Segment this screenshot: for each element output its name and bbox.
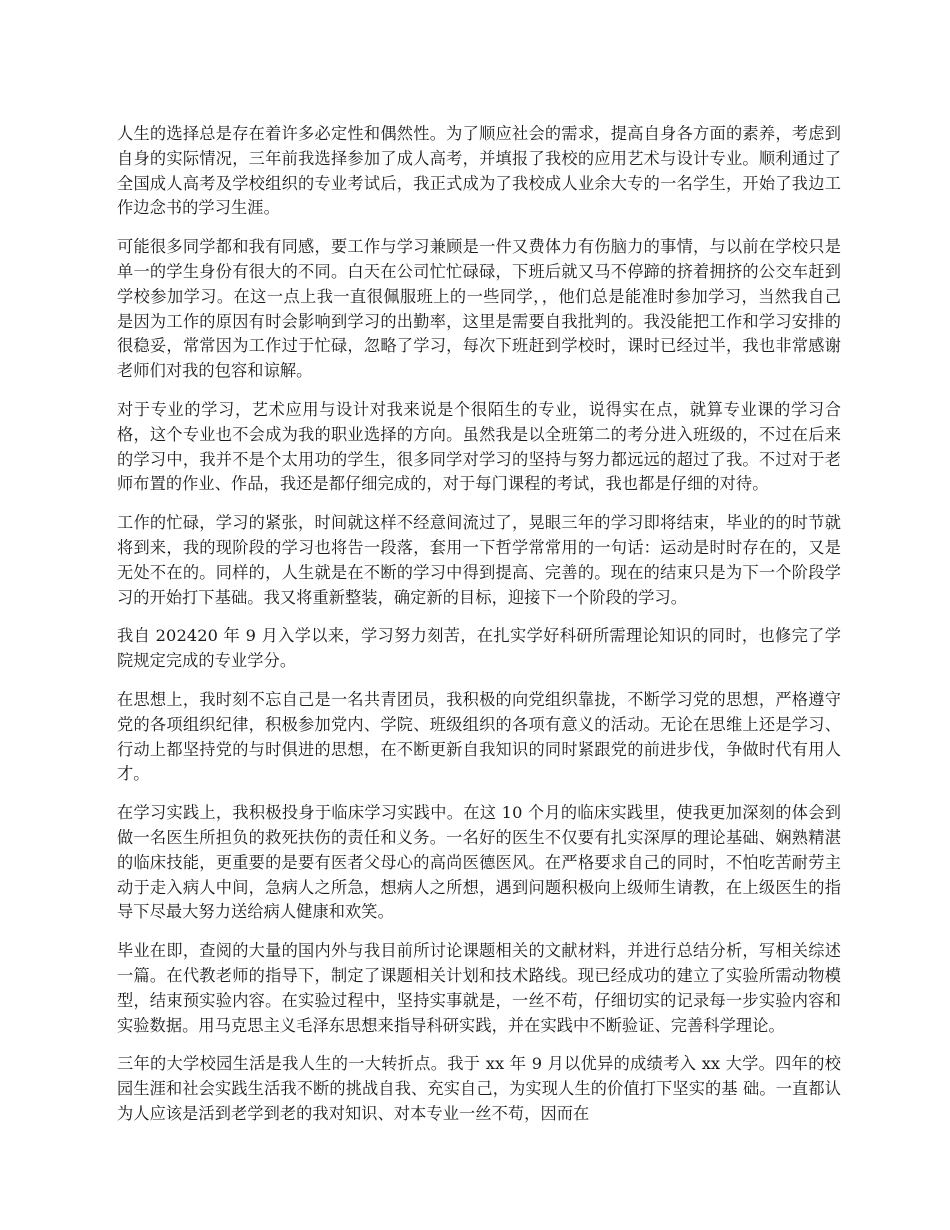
document-body — [117, 122, 841, 1141]
paragraph: 工作的忙碌，学习的紧张，时间就这样不经意间流过了，晃眼三年的学习即将结束，毕业的的时节就将到来，我的现阶段的学习也将告一段落，套用一下哲学常常用的一句话：运动是时时存在的，又是无处不在的。同样的，人生就是在不断的学习中得到提高、完善的。现在的结束只是为下一个阶段学习的开始打下基础。我又将重新整装，确定新的目标，迎接下一个阶段的学习。 — [117, 513, 841, 607]
paragraph: 毕业在即，查阅的大量的国内外与我目前所讨论课题相关的文献材料，并进行总结分析，写相关综述一篇。在代教老师的指导下，制定了课题相关计划和技术路线。现已经成功的建立了实验所需动物模型，结束预实验内容。在实验过程中，坚持实事就是，一丝不苟，仔细切实的记录每一步实验内容和实验数据。用马克思主义毛泽东思想来指导科研实践，并在实践中不断验证、完善科学理论。 — [117, 941, 841, 1035]
paragraph: 在思想上，我时刻不忘自己是一名共青团员，我积极的向党组织靠拢，不断学习党的思想，严格遵守党的各项组织纪律，积极参加党内、学院、班级组织的各项有意义的活动。无论在思维上还是学习、行动上都坚持党的与时俱进的思想，在不断更新自我知识的同时紧跟党的前进步伐，争做时代有用人才。 — [117, 689, 841, 784]
paragraph: 三年的大学校园生活是我人生的一大转折点。我于 xx 年 9 月以优异的成绩考入 xx 大学。四年的校园生涯和社会实践生活我不断的挑战自我、充实自己，为实现人生的价值打下坚实的基 础。一直都认为人应该是活到老学到老的我对知识、对本专业一丝不苟，因而在 — [117, 1054, 841, 1123]
paragraph: 我自 202420 年 9 月入学以来，学习努力刻苦，在扎实学好科研所需理论知识的同时，也修完了学院规定完成的专业学分。 — [117, 626, 841, 671]
paragraph: 可能很多同学都和我有同感，要工作与学习兼顾是一件又费体力有伤脑力的事情，与以前在学校只是单一的学生身份有很大的不同。白天在公司忙忙碌碌，下班后就又马不停蹄的挤着拥挤的公交车赶到学校参加学习。在这一点上我一直很佩服班上的一些同学，，他们总是能准时参加学习，当然我自己是因为工作的原因有时会影响到学习的出勤率，这里是需要自我批判的。我没能把工作和学习安排的很稳妥，常常因为工作过于忙碌，忽略了学习，每次下班赶到学校时，课时已经过半，我也非常感谢老师们对我的包容和谅解。 — [117, 237, 841, 381]
paragraph: 人生的选择总是存在着许多必定性和偶然性。为了顺应社会的需求，提高自身各方面的素养，考虑到自身的实际情况，三年前我选择参加了成人高考，并填报了我校的应用艺术与设计专业。顺利通过了全国成人高考及学校组织的专业考试后，我正式成为了我校成人业余大专的一名学生，开始了我边工作边念书的学习生涯。 — [117, 124, 841, 218]
paragraph: 在学习实践上，我积极投身于临床学习实践中。在这 10 个月的临床实践里，使我更加深刻的体会到做一名医生所担负的救死扶伤的责任和义务。一名好的医生不仅要有扎实深厚的理论基础、娴熟精湛的临床技能，更重要的是要有医者父母心的高尚医德医风。在严格要求自己的同时，不怕吃苦耐劳主动于走入病人中间，急病人之所急，想病人之所想，遇到问题积极向上级师生请教，在上级医生的指导下尽最大努力送给病人健康和欢笑。 — [117, 803, 841, 922]
paragraph: 对于专业的学习，艺术应用与设计对我来说是个很陌生的专业，说得实在点，就算专业课的学习合格，这个专业也不会成为我的职业选择的方向。虽然我是以全班第二的考分进入班级的，不过在后来的学习中，我并不是个太用功的学生，很多同学对学习的坚持与努力都远远的超过了我。不过对于老师布置的作业、作品，我还是都仔细完成的，对于每门课程的考试，我也都是仔细的对待。 — [117, 399, 841, 494]
